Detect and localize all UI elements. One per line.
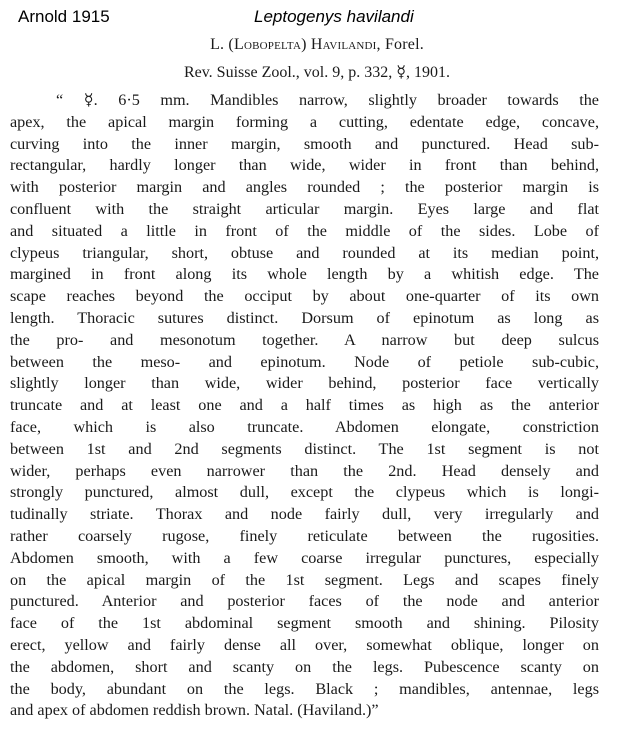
title-prefix: L. ( (210, 36, 234, 53)
title-species: ) Havilandi (301, 36, 377, 53)
description-line: between the meso- and epinotum. Node of petiole sub-cubic, (10, 352, 599, 371)
title-author: , Forel. (376, 36, 424, 53)
taxon-title (0, 36, 634, 54)
description-line: between 1st and 2nd segments distinct. The 1st segment is not (10, 439, 599, 458)
description-line: the pro- and mesonotum together. A narrow but deep sulcus (10, 330, 599, 349)
description-line: margined in front along its whole length by a whitish edge. The (10, 265, 599, 284)
description-line: tudinally striate. Thorax and node fairly dull, very irregularly and (10, 505, 599, 524)
description-line: the abdomen, short and scanty on the legs. Pubescence scanty on (10, 657, 599, 676)
description-line: the body, abundant on the legs. Black ; mandibles, antennae, legs (10, 679, 599, 698)
description-line: face of the 1st abdominal segment smooth and shining. Pilosity (10, 614, 599, 633)
description-line: scape reaches beyond the occiput by about one-quarter of its own (10, 287, 599, 306)
description-line: length. Thoracic sutures distinct. Dorsum of epinotum as long as (10, 308, 599, 327)
title-subgenus: Lobopelta (233, 36, 302, 53)
description-line: clypeus triangular, short, obtuse and rounded at its median point, (10, 243, 599, 262)
description-line: slightly longer than wide, wider behind, posterior face vertically (10, 374, 599, 393)
description-line: “ ☿. 6·5 mm. Mandibles narrow, slightly broader towards the (56, 91, 599, 109)
description-line: confluent with the straight articular margin. Eyes large and flat (10, 199, 599, 218)
description-line: with posterior margin and angles rounded ; the posterior margin is (10, 178, 599, 197)
description-line: curving into the inner margin, smooth and punctured. Head sub- (10, 134, 599, 153)
description-line: punctured. Anterior and posterior faces of the node and anterior (10, 592, 599, 611)
description-line: strongly punctured, almost dull, except the clypeus which is longi- (10, 483, 599, 502)
header-author-year: Arnold 1915 (18, 7, 110, 26)
description-line: rather coarsely rugose, finely reticulate between the rugosities. (10, 526, 599, 545)
description-line: erect, yellow and fairly dense all over, somewhat oblique, longer on (10, 635, 599, 654)
description-line: and apex of abdomen reddish brown. Natal. (Haviland.)” (10, 701, 379, 720)
description-paragraph (10, 90, 599, 722)
description-line: apex, the apical margin forming a cutting, edentate edge, concave, (10, 112, 599, 131)
header-species-name: Leptogenys havilandi (254, 7, 414, 26)
description-line: on the apical margin of the 1st segment. Legs and scapes finely (10, 570, 599, 589)
citation-reference: Rev. Suisse Zool., vol. 9, p. 332, ☿, 1901. (183, 64, 451, 81)
description-line: truncate and at least one and a half times as high as the anterior (10, 396, 599, 415)
description-line: wider, perhaps even narrower than the 2nd. Head densely and (10, 461, 599, 480)
description-line: and situated a little in front of the middle of the sides. Lobe of (10, 221, 599, 240)
description-line: rectangular, hardly longer than wide, wider in front than behind, (10, 156, 599, 175)
description-line: Abdomen smooth, with a few coarse irregular punctures, especially (10, 548, 599, 567)
description-line: face, which is also truncate. Abdomen elongate, constriction (10, 417, 599, 436)
